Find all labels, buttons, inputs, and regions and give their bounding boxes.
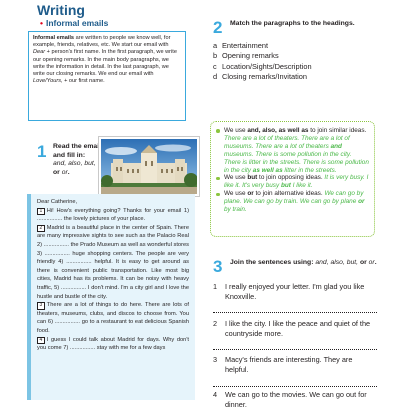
paragraph-text: I guess I could talk about Madrid for days. Why don't you come 7) ................ stay with me for a few days: [37, 336, 189, 352]
rule-keyword: and, also, as well as: [247, 127, 309, 134]
answer-line: [213, 349, 377, 350]
headings-list: [213, 41, 312, 83]
info-part: are written to people we know well, for example, friends, relatives, etc. We start our email with: [33, 35, 171, 49]
task-1-instruction: [53, 143, 101, 177]
bullet-icon: •: [40, 18, 43, 28]
subtitle-text: Informal emails: [45, 18, 109, 28]
task-3-word-list: and, also, but,: [315, 259, 359, 266]
rule-example-keyword: or: [358, 198, 365, 206]
sentence-text: I like the city. I like the peace and quiet of the countryside more.: [225, 319, 371, 339]
rule-example-keyword: as well as: [252, 166, 283, 174]
paragraph-text: There are a lot of things to do here. There are lots of theaters, museums, clubs, and discos to choose from. You can 6) ................ go to a restaurant to eat delicious Spanish food.: [37, 302, 189, 334]
rule-item: [216, 190, 369, 214]
answer-line: [213, 386, 377, 387]
rule-text: We use: [224, 127, 248, 134]
letter-paragraph: [37, 224, 189, 301]
rule-item: [216, 174, 369, 190]
task-1-line1: Read the email: [53, 143, 101, 150]
rule-example: museums. There is some pollution in the city. There is litter in the streets. There is some pollution in the city: [224, 150, 369, 174]
rule-example: There are a lot of theaters. There are a lot of museums. There are a lot of theaters: [224, 134, 350, 150]
paragraph-number: 2: [37, 225, 45, 233]
rule-keyword: but: [247, 174, 258, 182]
task-1-or-word: or: [61, 168, 68, 176]
rule-text: to join alternative ideas.: [253, 190, 325, 198]
task-3-instruction-text: Join the sentences using:: [230, 259, 314, 266]
paragraph-number: 1: [37, 208, 45, 216]
task-3-dot: .: [374, 259, 377, 266]
heading-item: [213, 41, 312, 51]
info-part: Dear: [33, 49, 46, 56]
task-3-instruction: [230, 259, 392, 268]
letter-paragraph: [37, 336, 189, 353]
letter-paragraph: [37, 301, 189, 335]
task-1-line2: and fill in:: [53, 151, 86, 159]
rule-example: It is very busy. I like it. It's very busy: [224, 174, 369, 190]
rule-example: I like it.: [290, 182, 313, 190]
heading-key: b: [213, 51, 218, 61]
task-1-words: [53, 160, 101, 177]
rule-text: We use: [224, 174, 248, 182]
sentence-text: We can go to the movies. We can go out for dinner.: [225, 390, 367, 410]
heading-label: Closing remarks/Invitation: [222, 72, 308, 82]
info-part: + our first name.: [62, 78, 105, 85]
sentence-text: I really enjoyed your letter. I'm glad you like Knoxville.: [225, 282, 365, 302]
heading-item: [213, 51, 312, 61]
task-2-instruction: Match the paragraphs to the headings.: [230, 20, 355, 27]
task-3-or-word: or: [368, 259, 375, 266]
heading-label: Entertainment: [222, 41, 269, 50]
rule-example: We can go by plane. We can go by train. We can go by plane: [224, 190, 364, 206]
rule-item: [216, 127, 369, 174]
task-3-number: 3: [213, 257, 223, 276]
section-title: Writing: [37, 2, 85, 18]
heading-label: Opening remarks: [222, 51, 279, 61]
sentence-number: 1: [213, 282, 218, 291]
info-part: Love/Yours,: [33, 78, 63, 85]
rule-text: to join similar ideas.: [308, 127, 367, 134]
task-1-number: 1: [37, 142, 47, 161]
rule-text: We use: [224, 190, 248, 198]
madrid-palace-photo: [99, 137, 199, 196]
section-subtitle: [40, 18, 108, 28]
heading-key: d: [213, 72, 218, 82]
answer-line: [213, 312, 377, 313]
rule-example-keyword: and: [330, 142, 342, 150]
heading-label: Location/Sights/Description: [222, 61, 312, 71]
task-1-or-label: or: [53, 168, 60, 176]
sentence-number: 2: [213, 319, 218, 328]
rule-example-keyword: but: [280, 182, 291, 190]
task-2-number: 2: [213, 18, 223, 37]
task-3-or-label: or: [359, 259, 367, 266]
rule-keyword: or: [247, 190, 254, 198]
sentence-text: Macy's friends are interesting. They are helpful.: [225, 355, 353, 375]
email-letter: [27, 194, 195, 400]
heading-key: c: [213, 61, 217, 71]
linking-words-rule-box: [210, 121, 375, 237]
rule-example: litter in the streets.: [282, 166, 337, 174]
heading-key: a: [213, 41, 218, 50]
info-part: + person's first name. In the first paragraph, we write our opening remarks. In the main body paragraphs, we write the information in detail. In the last paragraph, we write our closing remarks. We end our email with: [33, 49, 177, 78]
rule-example: by train.: [224, 206, 247, 214]
sentence-number: 4: [213, 390, 218, 399]
task-1-word-list: and, also, but,: [53, 160, 96, 168]
letter-body: [31, 194, 195, 353]
letter-paragraph: [37, 207, 189, 224]
info-part: Informal emails: [33, 35, 75, 41]
paragraph-text: Madrid is a beautiful place in the center of Spain. There are many impressive sights to see such as the Palacio Real 2) ................ the Prado Museum as well as wonderful stores 3) ................ huge shopping centers. The people are very friendly 4) ................ helpful. It is easy to get around as there is convenient public transportation. Like most big cities, Madrid has its problems. It can be noisy with heavy traffic, 5) ................ I don't mind. I'm a city girl and I love the hustle and bustle of the city.: [37, 224, 189, 300]
task-1-dot: .: [67, 168, 70, 176]
rule-text: to join opposing ideas.: [257, 174, 325, 182]
informal-emails-info-box: [28, 31, 186, 121]
paragraph-number: 3: [37, 302, 45, 310]
letter-greeting: Dear Catherine,: [37, 199, 78, 205]
heading-item: [213, 72, 312, 82]
paragraph-text: Hi! How's everything going? Thanks for your email 1) ................ the lovely pictures of your place.: [37, 207, 189, 223]
heading-item: [213, 62, 312, 72]
paragraph-number: 4: [37, 337, 45, 345]
sentence-number: 3: [213, 355, 218, 364]
